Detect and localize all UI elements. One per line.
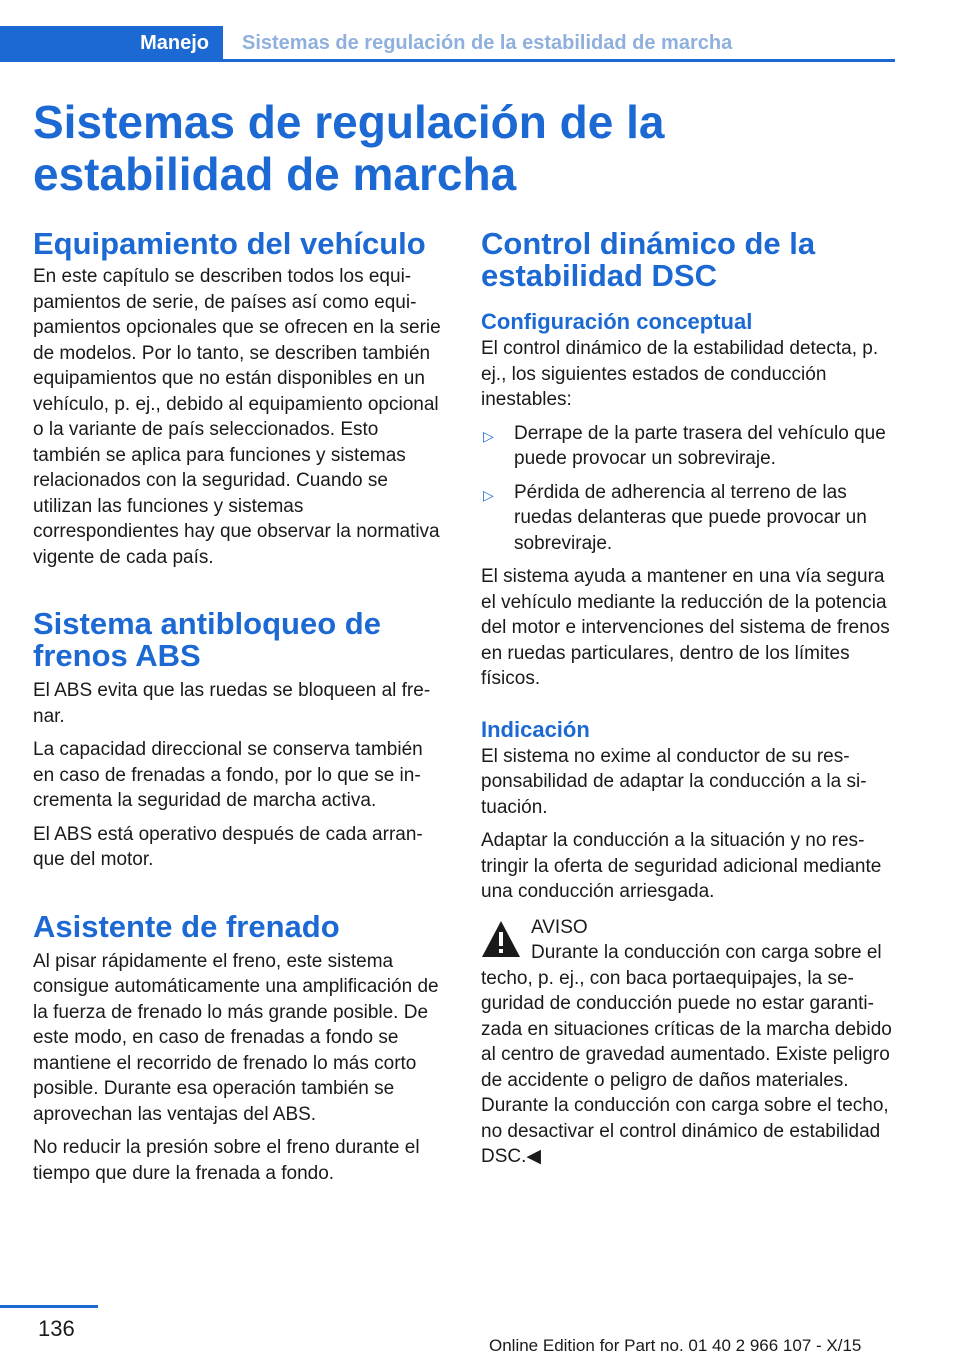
left-column [33,228,448,1194]
list-item-text: Derrape de la parte trasera del vehículo que puede provocar un sobreviraje. [514,422,886,469]
abs-heading: Sistema antibloqueo de frenos ABS [33,606,381,673]
warning-triangle-icon [481,919,521,959]
footer-rule [0,1305,98,1308]
brake-assist-paragraph-1: Al pisar rápidamente el freno, este sistema consigue automáticamente una amplificación de la fuerza de frenado lo más grande posible. De este modo, en caso de frenadas a fondo se mantiene el recorrido de frenado lo más corto posible. Durante esa operación también se aprovechan las ventajas del ABS. [33,950,439,1125]
bullet-triangle-icon: ▷ [483,427,494,444]
warning-title: AVISO [531,916,588,938]
indication-heading: Indicación [481,716,590,742]
abs-paragraph-3: El ABS está operativo después de cada arranque del motor. [33,823,423,870]
warning-text: Durante la conducción con carga sobre el techo, p. ej., con baca portaequipajes, la seguridad de conducción puede no estar garantizada en situaciones críticas de la marcha debido al centro de gravedad aumentado. Existe peligro de accidente o peligro de daños materiales. Durante la conducción con carga sobre el techo, no desactivar el control dinámico de estabilidad DSC.◀ [481,942,892,1167]
header-rule [223,59,895,62]
page-title: Sistemas de regulación de la estabilidad de marcha [33,96,665,200]
brake-assist-heading: Asistente de frenado [33,908,340,944]
equipment-text: En este capítulo se describen todos los equipamientos de serie, de países así como equipamientos opcionales que se ofrecen en la serie de modelos. Por lo tanto, se describen también equipamientos que no están disponibles en un vehículo, p. ej., debido al equipamiento opcional o la variante de país seleccionados. Esto también se aplica para funciones y sistemas relacionados con la seguridad. Cuando se utilizan las funciones y sistemas correspondientes hay que observar la normativa vigente de cada país. [33,266,441,568]
dsc-heading: Control dinámico de la estabilidad DSC [481,226,816,293]
equipment-heading: Equipamiento del vehículo [33,226,426,261]
list-item [481,480,896,557]
abs-paragraph-1: El ABS evita que las ruedas se bloqueen al frenar. [33,680,431,727]
indication-paragraph-1: El sistema no exime al conductor de su responsabilidad de adaptar la conducción a la situación. [481,745,867,818]
section-label: Sistemas de regulación de la estabilidad de marcha [242,32,733,54]
warning-box [481,915,896,1170]
concept-text: El control dinámico de la estabilidad detecta, p. ej., los siguientes estados de conducción inestables: [481,338,879,410]
right-column [481,228,896,1170]
system-text: El sistema ayuda a mantener en una vía segura el vehículo mediante la reducción de la potencia del motor e intervenciones del sistema de frenos en ruedas particulares, dentro de los límites físicos. [481,566,890,689]
chapter-tab-label: Manejo [140,32,209,54]
concept-heading: Configuración conceptual [481,309,753,334]
bullet-triangle-icon: ▷ [483,486,494,503]
edition-note: Online Edition for Part no. 01 40 2 966 107 - X/15 [489,1336,862,1355]
brake-assist-paragraph-2: No reducir la presión sobre el freno durante el tiempo que dure la frenada a fondo. [33,1137,420,1184]
list-item-text: Pérdida de adherencia al terreno de las ruedas delanteras que puede provocar un sobreviraje. [514,481,867,554]
page-number: 136 [38,1316,75,1341]
indication-paragraph-2: Adaptar la conducción a la situación y no restringir la oferta de seguridad adicional mediante una conducción arriesgada. [481,830,882,902]
chapter-tab [0,26,223,62]
list-item [481,421,896,472]
instability-list [481,421,896,557]
abs-paragraph-2: La capacidad direccional se conserva también en caso de frenadas a fondo, por lo que se incrementa la seguridad de marcha activa. [33,739,423,811]
header-bar [0,26,895,62]
